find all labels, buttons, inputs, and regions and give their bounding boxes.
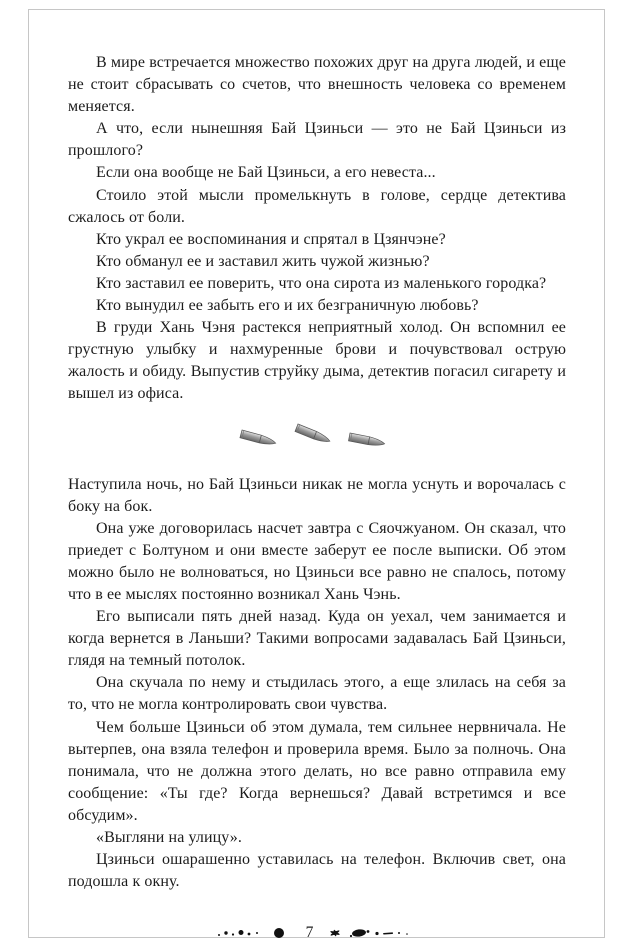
paragraph: Наступила ночь, но Бай Цзиньси никак не могла уснуть и ворочалась с боку на бок. bbox=[68, 475, 566, 515]
scene-break bbox=[68, 421, 566, 457]
paragraph: Она скучала по нему и стыдилась этого, а еще злилась на себя за то, что не могла контролировать свои чувства. bbox=[68, 674, 566, 714]
paragraph: Кто заставил ее поверить, что она сирота из маленького городка? bbox=[96, 274, 547, 292]
paragraph: «Выгляни на улицу». bbox=[96, 829, 243, 846]
paragraph: Цзиньси ошарашенно уставилась на телефон. Включив свет, она подошла к окну. bbox=[68, 851, 566, 891]
paragraph: Кто обманул ее и заставил жить чужой жизнью? bbox=[96, 252, 430, 270]
text-block-after-break bbox=[68, 474, 566, 894]
ink-splatter-right-icon bbox=[325, 925, 417, 941]
bullets-separator-icon bbox=[238, 421, 396, 457]
page-number: 7 bbox=[305, 924, 314, 941]
text-block-before-break bbox=[68, 52, 566, 406]
paragraph: Она уже договорилась насчет завтра с Сяочжуаном. Он сказал, что приедет с Болтуном и они вместе заберут ее после выписки. Об этом можно было не волноваться, но Цзиньси все равно не спалось, потому что в ее мыслях постоянно возникал Хань Чэнь. bbox=[68, 519, 566, 603]
paragraph: Кто вынудил ее забыть его и их безграничную любовь? bbox=[96, 297, 479, 315]
paragraph: Стоило этой мысли промелькнуть в голове, сердце детектива сжалось от боли. bbox=[68, 186, 566, 226]
page-footer bbox=[0, 924, 633, 942]
ink-splatter-left-icon bbox=[216, 925, 294, 941]
paragraph: В груди Хань Чэня растекся неприятный холод. Он вспомнил ее грустную улыбку и нахмуренные брови и почувствовал острую жалость и обиду. Выпустив струйку дыма, детектив погасил сигарету и вышел из офиса. bbox=[68, 319, 566, 403]
paragraph: Если она вообще не Бай Цзиньси, а его невеста... bbox=[96, 164, 436, 182]
paragraph: Кто украл ее воспоминания и спрятал в Цзянчэне? bbox=[96, 230, 446, 248]
book-page bbox=[68, 52, 566, 893]
paragraph: А что, если нынешняя Бай Цзиньси — это не Бай Цзиньси из прошлого? bbox=[68, 120, 566, 160]
paragraph: Чем больше Цзиньси об этом думала, тем сильнее нервничала. Не вытерпев, она взяла телефон и проверила время. Было за полночь. Она понимала, что не должна этого делать, но все равно отправила ему сообщение: «Ты где? Когда вернешься? Давай встретимся и все обсудим». bbox=[68, 718, 566, 824]
paragraph: Его выписали пять дней назад. Куда он уехал, чем занимается и когда вернется в Ланьши? Такими вопросами задавалась Бай Цзиньси, глядя на темный потолок. bbox=[68, 608, 566, 670]
paragraph: В мире встречается множество похожих друг на друга людей, и еще не стоит сбрасывать со счетов, что внешность человека со временем меняется. bbox=[68, 54, 566, 116]
